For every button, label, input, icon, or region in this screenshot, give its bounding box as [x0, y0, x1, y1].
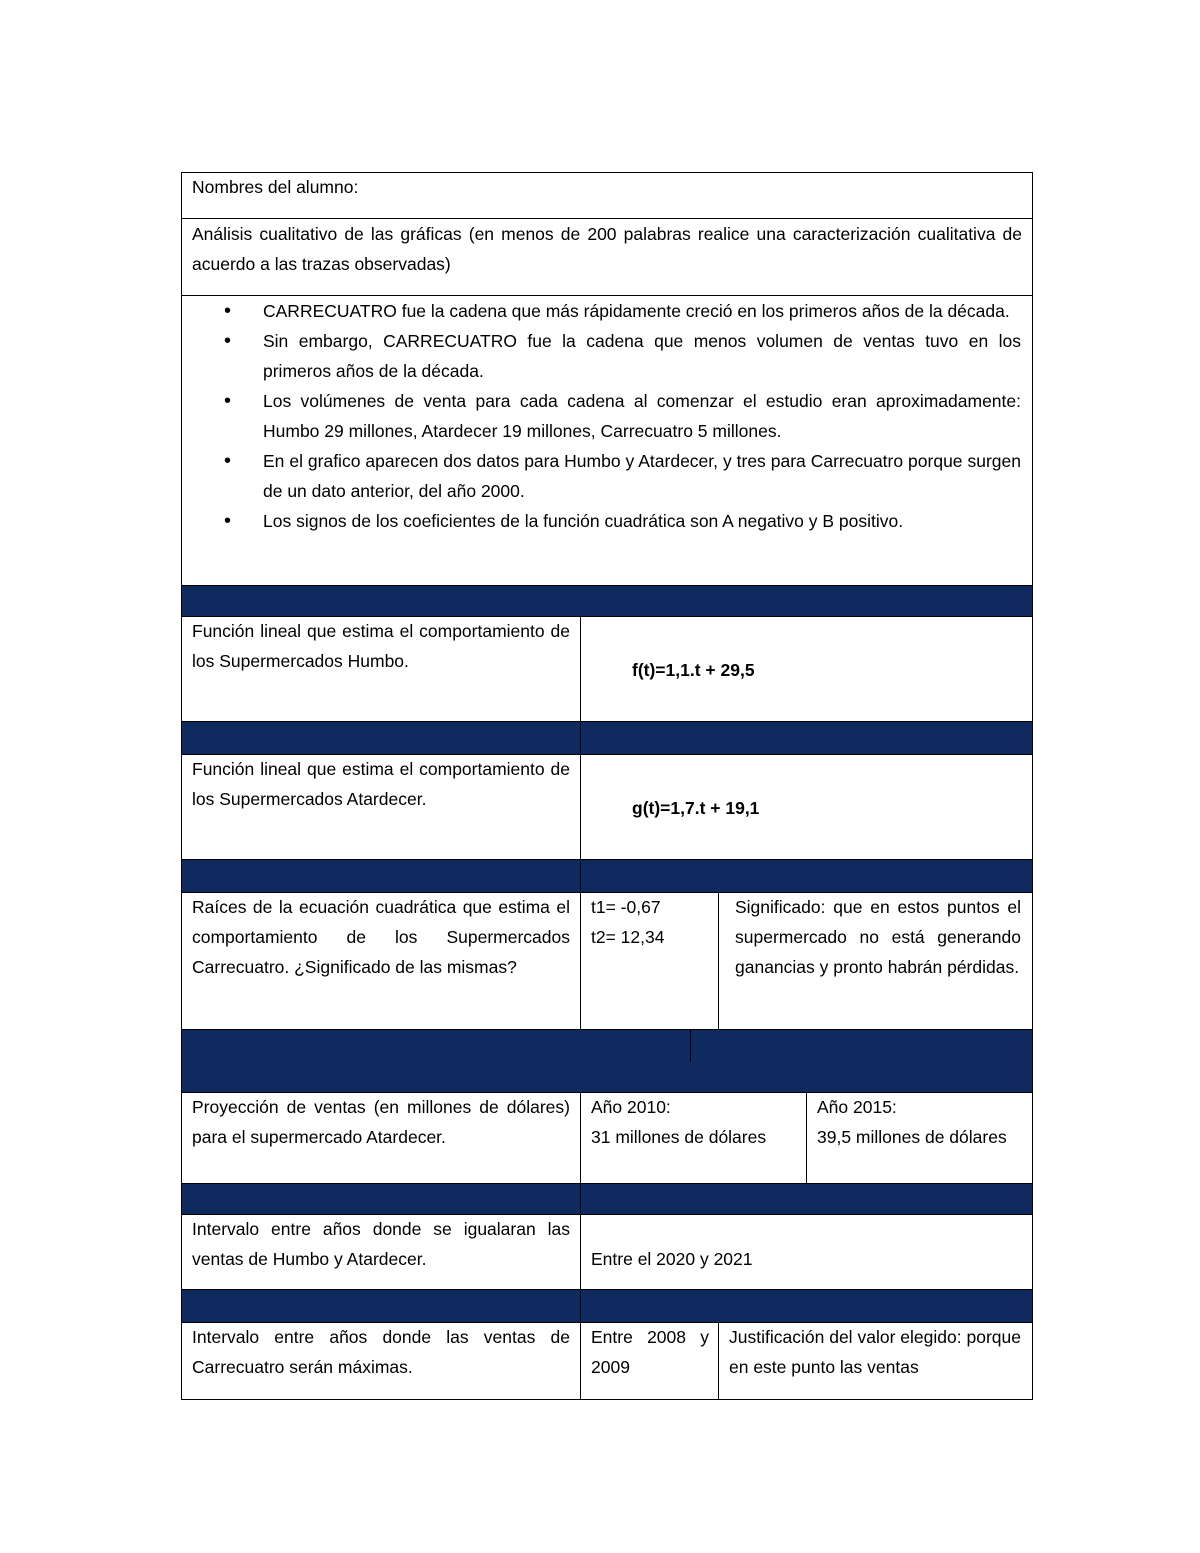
atardecer-answer: g(t)=1,7.t + 19,1: [632, 798, 760, 818]
column-divider: [718, 892, 719, 1030]
analysis-prompt: Análisis cualitativo de las gráficas (en menos de 200 palabras realice una caracterización cualitativa de acuerdo a las trazas observadas): [192, 224, 1022, 274]
atardecer-question: Función lineal que estima el comportamiento de los Supermercados Atardecer.: [192, 759, 570, 809]
year-2015-value: 39,5 millones de dólares: [817, 1127, 1007, 1147]
row-divider: [181, 721, 1033, 722]
igualdad-answer: Entre el 2020 y 2021: [591, 1249, 753, 1269]
divider-band: [182, 1062, 1032, 1092]
list-item: • CARRECUATRO fue la cadena que más rápidamente creció en los primeros años de la década.: [181, 296, 1021, 326]
year-2010-label: Año 2010:: [591, 1097, 671, 1117]
divider-band: [182, 1290, 1032, 1322]
maximo-question: Intervalo entre años donde las ventas de Carrecuatro serán máximas.: [192, 1327, 570, 1377]
divider-band: [182, 1030, 1032, 1062]
list-item: • Los signos de los coeficientes de la función cuadrática son A negativo y B positivo.: [181, 506, 1021, 536]
student-name-label: Nombres del alumno:: [192, 177, 359, 197]
divider-band: [182, 1184, 1032, 1214]
igualdad-question: Intervalo entre años donde se igualaran las ventas de Humbo y Atardecer.: [192, 1219, 570, 1269]
root-t1: t1= -0,67: [591, 897, 661, 917]
maximo-justificacion: Justificación del valor elegido: porque en este punto las ventas: [729, 1327, 1021, 1377]
root-t2: t2= 12,34: [591, 927, 665, 947]
humbo-question: Función lineal que estima el comportamiento de los Supermercados Humbo.: [192, 621, 570, 671]
proyeccion-question: Proyección de ventas (en millones de dólares) para el supermercado Atardecer.: [192, 1097, 570, 1147]
divider-band: [182, 860, 1032, 892]
year-2015-label: Año 2015:: [817, 1097, 897, 1117]
humbo-answer: f(t)=1,1.t + 29,5: [632, 660, 755, 680]
column-divider: [580, 1092, 581, 1400]
row-divider: [181, 585, 1033, 586]
column-divider: [718, 1322, 719, 1400]
list-item: • Los volúmenes de venta para cada cadena al comenzar el estudio eran aproximadamente: Humbo 29 millones, Atardecer 19 millones, Carrecuatro 5 millones.: [181, 386, 1021, 446]
divider-band: [182, 722, 1032, 754]
column-divider: [690, 1030, 691, 1062]
raices-significado: Significado: que en estos puntos el supermercado no está generando ganancias y pronto habrán pérdidas.: [735, 897, 1021, 977]
maximo-answer: Entre 2008 y 2009: [591, 1327, 709, 1377]
list-item: • En el grafico aparecen dos datos para Humbo y Atardecer, y tres para Carrecuatro porque surgen de un dato anterior, del año 2000.: [181, 446, 1021, 506]
divider-band: [182, 586, 1032, 616]
analysis-bullets: [181, 296, 1021, 536]
row-divider: [181, 859, 1033, 860]
column-divider: [806, 1092, 807, 1184]
raices-question: Raíces de la ecuación cuadrática que estima el comportamiento de los Supermercados Carrecuatro. ¿Significado de las mismas?: [192, 897, 570, 977]
row-divider: [181, 1183, 1033, 1184]
row-divider: [181, 1289, 1033, 1290]
list-item: • Sin embargo, CARRECUATRO fue la cadena que menos volumen de ventas tuvo en los primeros años de la década.: [181, 326, 1021, 386]
column-divider: [580, 616, 581, 1030]
row-divider: [181, 1029, 1033, 1030]
year-2010-value: 31 millones de dólares: [591, 1127, 767, 1147]
